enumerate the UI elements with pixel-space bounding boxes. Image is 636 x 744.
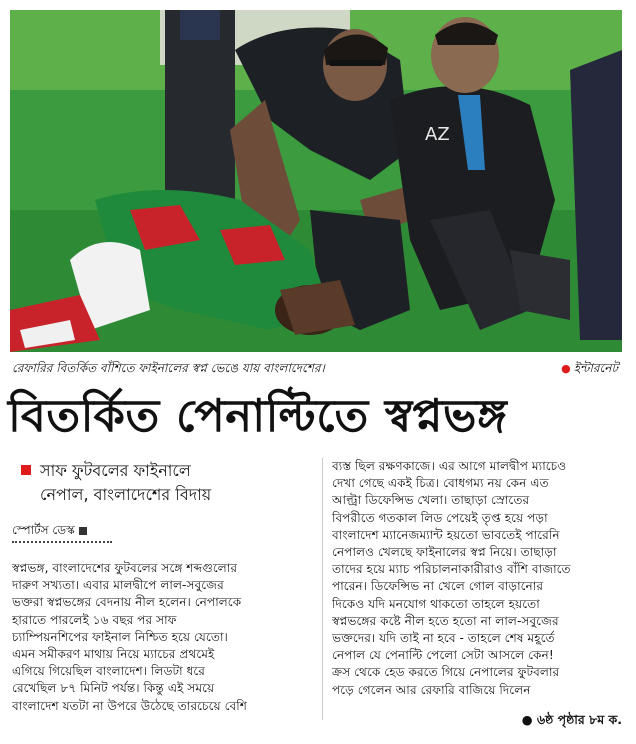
photo-credit-text: ইন্টারনেট <box>573 361 618 375</box>
byline-text: স্পোর্টস ডেস্ক <box>12 523 75 537</box>
column-divider <box>322 458 323 720</box>
subheadline-line-1: সাফ ফুটবলের ফাইনালে <box>40 461 191 480</box>
photo-credit <box>561 358 618 379</box>
article-column-1 <box>12 560 314 715</box>
column-line: ক্রস থেকে হেড করতে গিয়ে নেপালের ফুটবলার <box>332 665 560 680</box>
photo-caption: রেফারির বিতর্কিত বাঁশিতে ফাইনালের স্বপ্ন ভেঙে যায় বাংলাদেশের। <box>12 361 325 375</box>
column-line: বাংলাদেশ যতটা না উপরে উঠেছে তারচেয়ে বেশি <box>12 698 247 713</box>
column-line: বাংলাদেশ ম্যানেজম্যান্ট হয়তো ভাবতেই পারেনি <box>332 527 560 542</box>
column-line: এমন সমীকরণ মাথায় নিয়ে ম্যাচের প্রথমেই <box>12 647 215 662</box>
column-line: এগিয়ে গিয়েছিল বাংলাদেশ। লিডটা ধরে <box>12 664 206 679</box>
column-line: পারেন। ডিফেন্সিভ না খেলে গোল বাড়ানোর <box>332 579 544 594</box>
photo-caption-bar <box>10 358 622 378</box>
svg-text:AZ: AZ <box>425 124 450 145</box>
column-line: চ্যাম্পিয়নশিপের ফাইনাল নিশ্চিত হয়ে যেতো। <box>12 629 228 644</box>
subheadline <box>24 459 324 507</box>
column-line: বিপরীতে গতকাল লিড পেয়েই তৃপ্ত হয়ে পড়া <box>332 510 548 525</box>
column-line: আল্ট্রা ডিফেন্সিভ খেলা। তাছাড়া স্রোতের <box>332 493 530 508</box>
headline: বিতর্কিত পেনাল্টিতে স্বপ্নভঙ্গ <box>8 389 508 442</box>
byline <box>12 521 87 539</box>
column-line: দারুণ সখ্যতা। এবার মালদ্বীপে লাল-সবুজের <box>12 578 224 593</box>
byline-divider <box>12 541 112 547</box>
column-line: তাদের হয়ে ম্যাচ পরিচালনাকারীরাও বাঁশি বাজাতে <box>332 562 571 577</box>
article-column-2 <box>332 458 626 699</box>
column-line: হারাতে পারলেই ১৬ বছর পর সাফ <box>12 612 177 627</box>
column-line: দিকেও যদি মনযোগ থাকতো তাহলে হয়তো <box>332 596 540 611</box>
column-line: দেখা গেছে একই চিত্র। বোধগম্য নয় কেন এত <box>332 476 549 491</box>
photo-illustration <box>10 10 622 352</box>
subheadline-bullet-icon <box>21 465 31 475</box>
continuation-note[interactable]: ● ৬ষ্ঠ পৃষ্ঠার ৮ম ক. <box>521 712 622 727</box>
column-line: নেপাল যে পেনাল্টি পেলো সেটা আসলে কেন! <box>332 648 554 663</box>
news-photo <box>10 10 622 352</box>
subheadline-line-2: নেপাল, বাংলাদেশের বিদায় <box>40 485 212 504</box>
column-line: স্বপ্নভঙ্গ, বাংলাদেশের ফুটবলের সঙ্গে শব্দগুলোর <box>12 561 238 575</box>
column-line: পড়ে গেলেন আর রেফারি বাজিয়ে দিলেন <box>332 682 531 697</box>
column-line: ব্যস্ত ছিল রক্ষণকাজে। এর আগে মালদ্বীপ ম্যাচেও <box>332 459 567 473</box>
column-line: নেপালও খেলছে ফাইনালের স্বপ্ন নিয়ে। তাছাড়া <box>332 545 557 560</box>
credit-dot-icon: ● <box>561 362 571 375</box>
column-line: রেখেছিল ৮৭ মিনিট পর্যন্ত। কিন্তু এই সময়ে <box>12 681 215 696</box>
column-line: স্বপ্নভঙ্গের কষ্টে নীল হতে হতো না লাল-সবুজের <box>332 613 559 628</box>
column-line: ভক্তদের। যদি তাই না হবে - তাহলে শেষ মহূর্তে <box>332 631 555 646</box>
byline-square-icon <box>79 527 87 535</box>
column-line: ভক্তরা স্বপ্নভঙ্গের বেদনায় নীল হলেন। নেপালকে <box>12 595 242 610</box>
